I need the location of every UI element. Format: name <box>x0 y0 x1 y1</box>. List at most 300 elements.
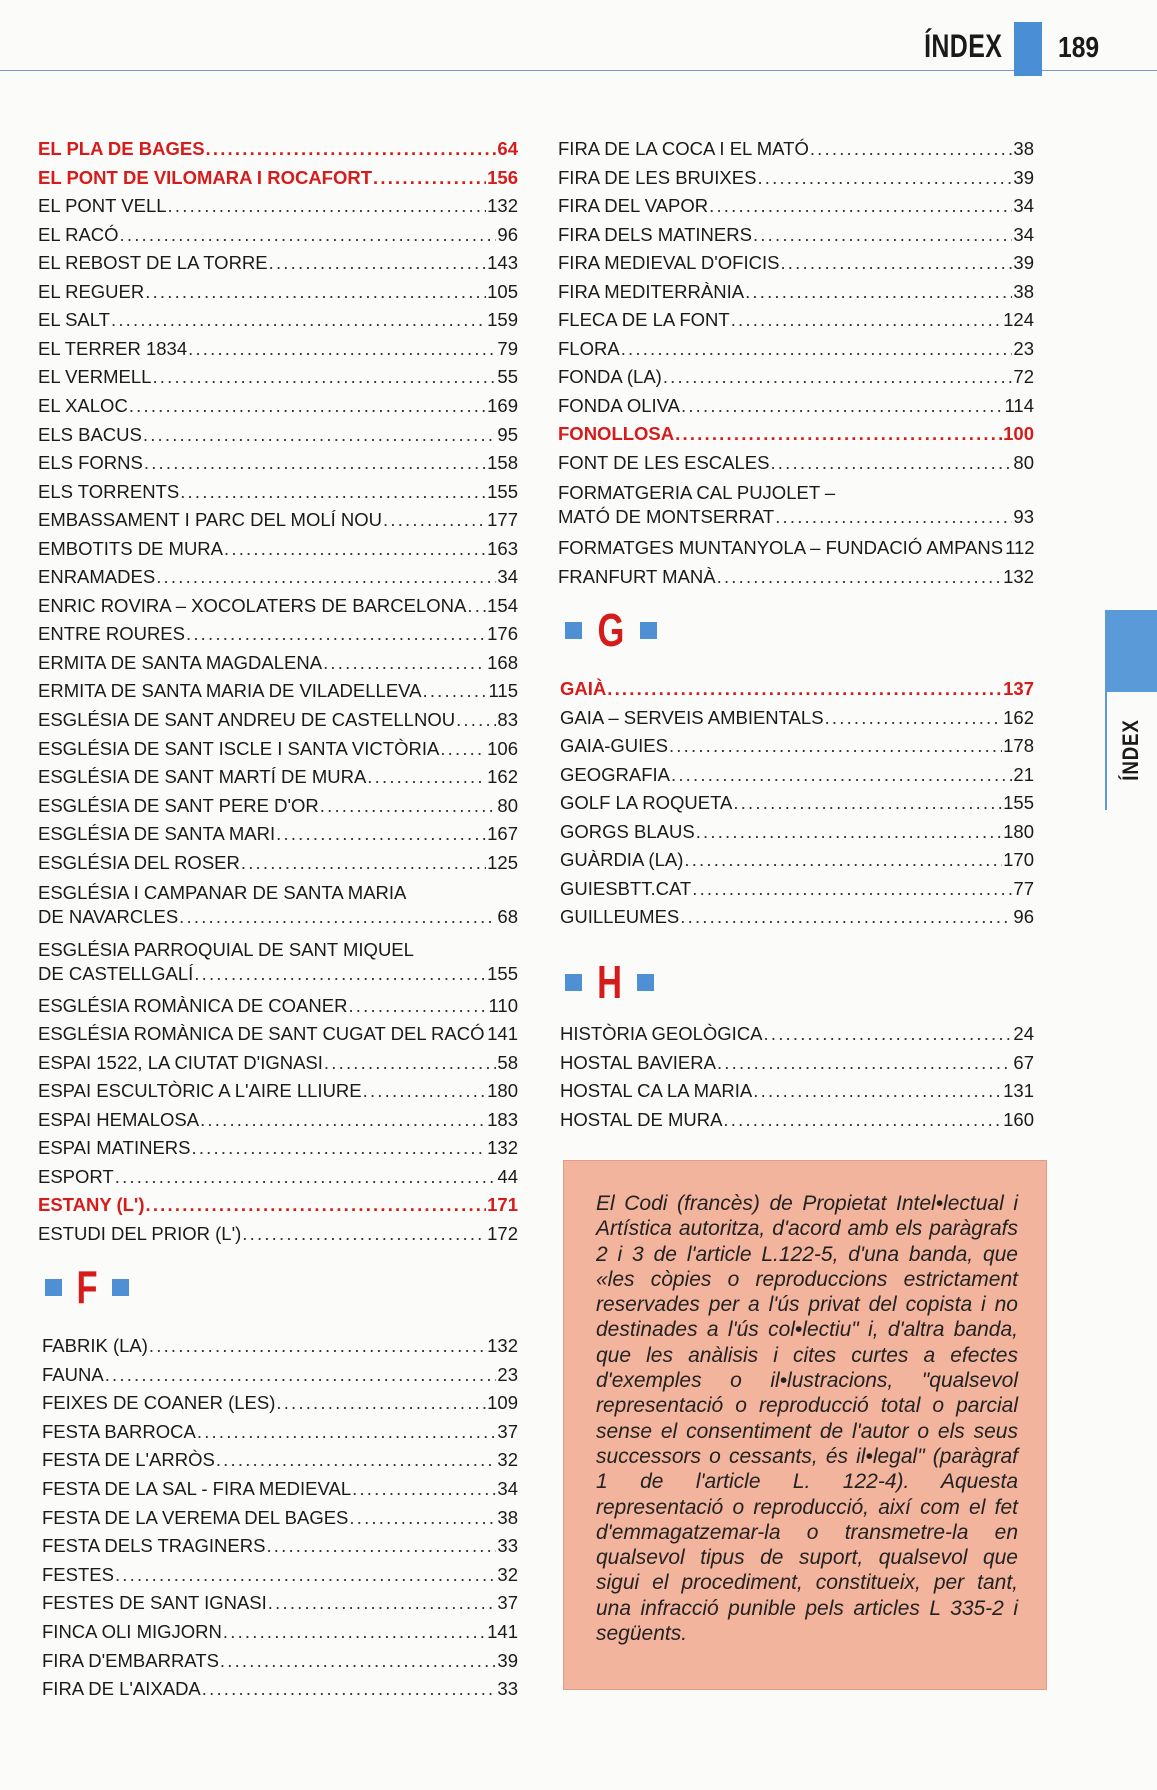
index-entry-page: 132 <box>487 1335 518 1356</box>
index-entry-name: ESGLÉSIA ROMÀNICA DE COANER <box>38 994 348 1016</box>
index-entry <box>38 995 518 1017</box>
index-entry-name: FLORA <box>558 337 620 359</box>
dot-leader <box>709 195 1012 217</box>
index-entry-page: 95 <box>497 423 518 445</box>
index-entry <box>560 1109 1034 1131</box>
index-entry-name: FAUNA <box>42 1363 104 1385</box>
index-entry-page: 39 <box>497 1649 518 1671</box>
index-entry <box>38 167 518 189</box>
section-square-icon <box>565 622 582 639</box>
dot-leader <box>149 1335 486 1357</box>
dot-leader <box>745 281 1012 303</box>
index-entry-name: GAIA – SERVEIS AMBIENTALS <box>560 706 824 728</box>
index-entry-page: 132 <box>1003 565 1034 587</box>
index-entry <box>558 537 1034 559</box>
index-entry-page: 156 <box>487 166 518 188</box>
index-entry <box>558 224 1034 246</box>
index-entry <box>38 195 518 217</box>
index-entry <box>38 1137 518 1159</box>
dot-leader <box>156 566 496 588</box>
side-tab-marker <box>1105 610 1157 692</box>
index-entry-name: ESGLÉSIA PARROQUIAL DE SANT MIQUEL <box>38 939 414 961</box>
dot-leader <box>671 764 1012 786</box>
dot-leader <box>197 1421 497 1443</box>
index-entry-page: 143 <box>487 252 518 274</box>
dot-leader <box>194 963 486 985</box>
index-entry-page: 180 <box>1003 820 1034 842</box>
index-entry-name: FRANFURT MANÀ <box>558 565 716 587</box>
dot-leader <box>111 309 486 331</box>
index-entry-page: 37 <box>497 1592 518 1614</box>
index-entry-page: 23 <box>1013 337 1034 359</box>
index-entry <box>42 1364 518 1386</box>
index-entry-page: 32 <box>497 1449 518 1471</box>
index-entry <box>38 424 518 446</box>
index-entry <box>560 1080 1034 1102</box>
dot-leader <box>363 1080 487 1102</box>
index-entry-name: FORMATGES MUNTANYOLA – FUNDACIÓ AMPANS <box>558 537 1004 558</box>
dot-leader <box>780 252 1012 274</box>
index-entry <box>38 652 518 674</box>
index-entry-page: 23 <box>497 1363 518 1385</box>
index-entry-name: ESTANY (L') <box>38 1194 145 1216</box>
index-entry-page: 96 <box>1013 906 1034 927</box>
dot-leader <box>669 735 1002 757</box>
index-entry-name: ESPORT <box>38 1165 114 1187</box>
index-entry-name: EL PONT VELL <box>38 195 167 217</box>
index-entry-page: 177 <box>487 509 518 531</box>
index-entry-page: 38 <box>1013 280 1034 302</box>
index-entry-page: 180 <box>487 1080 518 1102</box>
index-entry <box>560 764 1034 786</box>
index-entry-name: HOSTAL DE MURA <box>560 1108 723 1130</box>
index-entry-name: ERMITA DE SANTA MARIA DE VILADELLEVA <box>38 680 422 702</box>
index-entry <box>558 566 1034 588</box>
index-entry-name: EL SALT <box>38 309 110 331</box>
index-entry-page: 79 <box>497 337 518 359</box>
index-entry <box>38 1052 518 1074</box>
index-entry-page: 125 <box>487 851 518 873</box>
index-entry-name: FIRA DELS MATINERS <box>558 223 752 245</box>
index-entry-name: FONOLLOSA <box>558 423 675 444</box>
index-entry <box>38 281 518 303</box>
index-entry <box>558 423 1034 445</box>
index-entry <box>42 1449 518 1471</box>
dot-leader <box>692 878 1012 900</box>
index-entry <box>38 623 518 645</box>
index-entry-page: 155 <box>1003 792 1034 813</box>
index-entry-name: GAIÀ <box>560 678 607 699</box>
index-entry <box>560 1023 1034 1045</box>
dot-leader <box>367 766 486 788</box>
index-entry-page: 110 <box>488 994 518 1016</box>
index-entry <box>38 538 518 560</box>
dot-leader <box>223 1621 486 1643</box>
index-entry <box>38 366 518 388</box>
index-entry-name: FIRA MEDITERRÀNIA <box>558 280 745 302</box>
index-entry-page: 169 <box>487 394 518 416</box>
index-entry-page: 155 <box>487 480 518 502</box>
index-entry-name: EL REGUER <box>38 280 145 302</box>
index-entry-name: FESTA DE LA VEREMA DEL BAGES <box>42 1506 349 1528</box>
index-entry-name: FONDA (LA) <box>558 366 662 387</box>
dot-leader <box>723 1109 1002 1131</box>
dot-leader <box>206 138 497 160</box>
index-entry-name: ERMITA DE SANTA MAGDALENA <box>38 651 323 673</box>
dot-leader <box>191 1137 486 1159</box>
index-entry <box>42 1478 518 1500</box>
index-entry-page: 38 <box>497 1506 518 1528</box>
index-entry-name: EMBOTITS DE MURA <box>38 537 224 559</box>
index-entry-name: FESTES DE SANT IGNASI <box>42 1592 267 1614</box>
index-entry <box>38 452 518 474</box>
index-entry-name: ELS FORNS <box>38 452 143 474</box>
dot-leader <box>224 538 486 560</box>
dot-leader <box>696 821 1002 843</box>
index-entry-page: 178 <box>1003 735 1034 756</box>
index-entry <box>38 338 518 360</box>
section-heading-f <box>45 1261 129 1313</box>
index-entry <box>560 849 1034 871</box>
index-entry <box>558 138 1034 160</box>
section-letter: H <box>597 956 623 1008</box>
index-entry <box>558 366 1034 388</box>
index-entry-page: 114 <box>1004 394 1034 416</box>
dot-leader <box>168 195 487 217</box>
index-entry-page: 154 <box>487 594 518 616</box>
index-entry-page: 34 <box>497 566 518 588</box>
index-entry <box>560 821 1034 843</box>
index-entry-name: GEOGRAFIA <box>560 763 670 785</box>
dot-leader <box>731 309 1002 331</box>
dot-leader <box>220 1650 497 1672</box>
index-entry <box>560 707 1034 729</box>
dot-leader <box>717 1052 1012 1074</box>
index-entry-name: FESTA DE LA SAL - FIRA MEDIEVAL <box>42 1478 352 1499</box>
index-entry-name-cont: DE CASTELLGALÍ <box>38 963 194 985</box>
index-entry-name: ENRIC ROVIRA – XOCOLATERS DE BARCELONA <box>38 594 467 616</box>
dot-leader <box>129 395 486 417</box>
index-entry-page: 80 <box>497 794 518 816</box>
index-entry <box>558 252 1034 274</box>
index-entry-line <box>38 906 518 928</box>
index-entry <box>38 766 518 788</box>
index-entry-name: FIRA DE LES BRUIXES <box>558 166 757 188</box>
index-entry-name: ESGLÉSIA I CAMPANAR DE SANTA MARIA <box>38 882 407 904</box>
index-entry-page: 137 <box>1003 678 1034 699</box>
index-entry-line <box>38 963 518 985</box>
index-entry <box>38 1109 518 1131</box>
header-rule <box>0 70 1157 71</box>
dot-leader <box>684 849 1002 871</box>
index-entry-name: GAIA-GUIES <box>560 735 668 756</box>
index-entry <box>560 678 1034 700</box>
index-entry-page: 68 <box>497 906 518 928</box>
index-entry-name: EL RACÓ <box>38 223 119 245</box>
index-entry <box>38 823 518 845</box>
index-entry <box>38 566 518 588</box>
index-entry <box>38 1223 518 1245</box>
index-entry-name: FESTA BARROCA <box>42 1420 196 1442</box>
dot-leader <box>266 1535 496 1557</box>
dot-leader <box>764 1023 1013 1045</box>
index-entry <box>38 1194 518 1216</box>
index-entry-name: ESPAI MATINERS <box>38 1137 191 1159</box>
section-square-icon <box>112 1279 129 1296</box>
dot-leader <box>188 338 496 360</box>
index-entry <box>38 795 518 817</box>
index-entry-name: FESTA DE L'ARRÒS <box>42 1449 215 1471</box>
index-entry-name: ELS BACUS <box>38 423 142 445</box>
index-entry-name: FLECA DE LA FONT <box>558 309 730 330</box>
index-entry <box>38 481 518 503</box>
dot-leader <box>180 481 486 503</box>
index-entry-name-cont: DE NAVARCLES <box>38 906 179 928</box>
index-entry <box>42 1678 518 1700</box>
index-entry <box>38 395 518 417</box>
index-entry <box>42 1507 518 1529</box>
dot-leader <box>675 423 1002 445</box>
index-entry-name: ENRAMADES <box>38 566 156 588</box>
section-square-icon <box>45 1279 62 1296</box>
index-entry-name: ESPAI 1522, LA CIUTAT D'IGNASI <box>38 1051 323 1073</box>
dot-leader <box>607 678 1002 700</box>
index-entry-page: 34 <box>1013 223 1034 245</box>
index-entry <box>38 852 518 874</box>
index-entry-name: ESGLÉSIA DE SANT ISCLE I SANTA VICTÒRIA <box>38 737 440 759</box>
index-entry-name: FIRA MEDIEVAL D'OFICIS <box>558 252 780 273</box>
section-letter: F <box>76 1261 98 1313</box>
dot-leader <box>770 452 1012 474</box>
dot-leader <box>373 167 486 189</box>
index-entry-page: 21 <box>1013 763 1034 785</box>
dot-leader <box>348 995 487 1017</box>
dot-leader <box>152 366 496 388</box>
dot-leader <box>456 709 496 731</box>
index-entry-page: 72 <box>1013 366 1034 387</box>
dot-leader <box>115 1564 496 1586</box>
index-entry-name: FONT DE LES ESCALES <box>558 451 770 473</box>
dot-leader <box>680 906 1012 928</box>
index-entry-name: FESTES <box>42 1563 114 1585</box>
index-entry-page: 158 <box>487 452 518 474</box>
dot-leader <box>422 680 487 702</box>
dot-leader <box>115 1166 497 1188</box>
dot-leader <box>323 652 486 674</box>
dot-leader <box>105 1364 497 1386</box>
dot-leader <box>753 1080 1002 1102</box>
section-square-icon <box>640 622 657 639</box>
index-entry-name: HOSTAL BAVIERA <box>560 1051 716 1073</box>
index-entry <box>558 452 1034 474</box>
index-entry <box>560 906 1034 928</box>
index-entry-page: 132 <box>487 195 518 217</box>
index-entry-page: 93 <box>1013 506 1034 527</box>
index-entry-page: 39 <box>1013 166 1034 188</box>
index-entry-page: 55 <box>497 366 518 388</box>
index-entry-name: FINCA OLI MIGJORN <box>42 1621 222 1642</box>
index-entry-name: ESTUDI DEL PRIOR (L') <box>38 1222 242 1244</box>
index-entry <box>42 1592 518 1614</box>
dot-leader <box>145 281 486 303</box>
index-entry-name: ESGLÉSIA DE SANTA MARI <box>38 823 276 845</box>
index-entry-name: FABRIK (LA) <box>42 1335 148 1356</box>
index-entry <box>42 1564 518 1586</box>
dot-leader <box>717 566 1003 588</box>
dot-leader <box>825 707 1003 729</box>
index-entry-page: 33 <box>497 1535 518 1557</box>
index-entry-page: 172 <box>487 1222 518 1244</box>
index-entry <box>38 509 518 531</box>
dot-leader <box>200 1109 486 1131</box>
index-entry <box>38 309 518 331</box>
copyright-notice-text: El Codi (francès) de Propietat Intel•lectual i Artística autoritza, d'acord amb els paràgrafs 2 i 3 de l'article L.122-5, d'una banda, que «les còpies o reproduccions estrictament reservades per a l'ús privat del copista i no destinades a l'ús col•lectiu" i, d'altra banda, que les anàlisis i cites curtes a efectes d'exemples o il•lustracions, "qualsevol representació o reproducció total o parcial sense el consentiment de l'autor o els seus successors o cessants, és il•legal" (paràgraf 1 de l'article L. 122-4). Aquesta representació o reproducció, així com el fet d'emmagatzemar-la o transmetre-la en qualsevol tipus de suport, qualsevol que sigui el procediment, constitueix, per tant, una infracció punible pels articles L 335-2 i següents. <box>596 1192 1018 1646</box>
index-entry-name: EL PONT DE VILOMARA I ROCAFORT <box>38 166 373 188</box>
index-entry-name: ELS TORRENTS <box>38 480 180 502</box>
page-number: 189 <box>1058 32 1100 64</box>
index-entry-page: 83 <box>497 709 518 730</box>
index-entry-page: 80 <box>1013 451 1034 473</box>
index-entry <box>560 735 1034 757</box>
index-entry-name: GUIESBTT.CAT <box>560 877 692 899</box>
index-entry-page: 162 <box>487 766 518 788</box>
section-heading-h <box>565 956 654 1008</box>
dot-leader <box>775 506 1012 528</box>
index-entry-page: 64 <box>497 138 518 159</box>
index-entry <box>38 1080 518 1102</box>
index-entry-name: EL VERMELL <box>38 366 152 388</box>
index-entry-page: 105 <box>487 280 518 302</box>
index-entry-name: FONDA OLIVA <box>558 394 680 416</box>
index-entry <box>558 338 1034 360</box>
index-entry-page: 106 <box>487 737 518 759</box>
index-entry-name: FORMATGERIA CAL PUJOLET – <box>558 482 836 503</box>
index-entry <box>38 738 518 760</box>
section-heading-g <box>565 604 657 656</box>
index-entry-name: EL TERRER 1834 <box>38 337 188 359</box>
index-entry-page: 141 <box>487 1023 518 1045</box>
index-entry <box>38 138 518 160</box>
index-entry <box>42 1535 518 1557</box>
index-entry-page: 77 <box>1013 877 1034 899</box>
dot-leader <box>440 738 486 760</box>
dot-leader <box>179 906 496 928</box>
copyright-notice-box <box>563 1160 1047 1690</box>
index-entry-page: 159 <box>487 309 518 331</box>
index-entry <box>558 480 1034 528</box>
index-entry-name: EL REBOST DE LA TORRE <box>38 252 268 274</box>
dot-leader <box>352 1478 496 1500</box>
dot-leader <box>186 623 486 645</box>
dot-leader <box>663 366 1013 388</box>
dot-leader <box>143 424 497 446</box>
index-entry-page: 34 <box>497 1478 518 1499</box>
index-entry <box>560 878 1034 900</box>
index-entry-page: 67 <box>1013 1051 1034 1073</box>
index-entry <box>558 195 1034 217</box>
index-entry <box>42 1335 518 1357</box>
index-entry-page: 141 <box>487 1621 518 1642</box>
index-entry-page: 33 <box>497 1678 518 1700</box>
dot-leader <box>349 1507 496 1529</box>
index-entry-page: 58 <box>497 1051 518 1073</box>
index-entry <box>38 224 518 246</box>
index-entry <box>38 1166 518 1188</box>
index-entry-page: 100 <box>1003 423 1034 444</box>
index-entry-page: 96 <box>497 223 518 245</box>
index-entry-name: ESPAI HEMALOSA <box>38 1108 200 1130</box>
index-entry-name: EMBASSAMENT I PARC DEL MOLÍ NOU <box>38 509 383 531</box>
dot-leader <box>276 1392 486 1414</box>
section-square-icon <box>565 974 582 991</box>
dot-leader <box>810 138 1013 160</box>
index-entry <box>38 937 518 985</box>
index-entry-name: GUILLEUMES <box>560 906 680 927</box>
index-entry-page: 183 <box>487 1108 518 1130</box>
index-entry-page: 38 <box>1013 138 1034 159</box>
dot-leader <box>324 1052 497 1074</box>
index-entry-page: 44 <box>497 1165 518 1187</box>
side-tab-label: ÍNDEX <box>1118 719 1143 781</box>
index-entry <box>42 1650 518 1672</box>
index-entry-name: ESGLÉSIA ROMÀNICA DE SANT CUGAT DEL RACÓ <box>38 1023 485 1045</box>
index-entry-name: FIRA DE L'AIXADA <box>42 1678 201 1700</box>
index-entry-page: 115 <box>488 680 518 702</box>
index-entry-name-cont: MATÓ DE MONTSERRAT <box>558 506 775 527</box>
dot-leader <box>144 452 486 474</box>
dot-leader <box>146 1194 487 1216</box>
index-entry <box>38 709 518 731</box>
section-square-icon <box>637 974 654 991</box>
index-entry <box>558 167 1034 189</box>
dot-leader <box>681 395 1004 417</box>
dot-leader <box>241 852 486 874</box>
section-title: ÍNDEX <box>923 28 1002 64</box>
index-entry-name: HISTÒRIA GEOLÒGICA <box>560 1023 763 1044</box>
index-entry-page: 167 <box>487 823 518 845</box>
index-entry-page: 163 <box>487 537 518 559</box>
dot-leader <box>276 823 486 845</box>
index-entry <box>38 595 518 617</box>
index-entry-page: 171 <box>487 1194 518 1216</box>
index-entry <box>42 1421 518 1443</box>
index-entry-name: EL XALOC <box>38 394 128 416</box>
dot-leader <box>120 224 497 246</box>
index-entry <box>42 1621 518 1643</box>
index-entry-page: 132 <box>487 1137 518 1159</box>
index-entry-page: 168 <box>487 651 518 673</box>
index-entry-name: HOSTAL CA LA MARIA <box>560 1080 753 1101</box>
dot-leader <box>753 224 1012 246</box>
index-entry <box>560 1052 1034 1074</box>
index-entry-page: 160 <box>1003 1108 1034 1130</box>
side-tab-rule <box>1105 692 1107 810</box>
index-entry-page: 32 <box>497 1563 518 1585</box>
dot-leader <box>216 1449 497 1471</box>
index-entry-name: ESPAI ESCULTÒRIC A L'AIRE LLIURE <box>38 1080 362 1102</box>
index-entry-page: 170 <box>1003 849 1034 870</box>
dot-leader <box>242 1223 486 1245</box>
index-entry <box>558 309 1034 331</box>
dot-leader <box>269 252 487 274</box>
dot-leader <box>383 509 486 531</box>
dot-leader <box>202 1678 497 1700</box>
index-entry-page: 112 <box>1005 537 1035 558</box>
index-entry-name: EL PLA DE BAGES <box>38 138 205 159</box>
dot-leader <box>733 792 1002 814</box>
index-entry-name: FIRA DE LA COCA I EL MATÓ <box>558 138 809 159</box>
index-entry-page: 37 <box>497 1420 518 1442</box>
